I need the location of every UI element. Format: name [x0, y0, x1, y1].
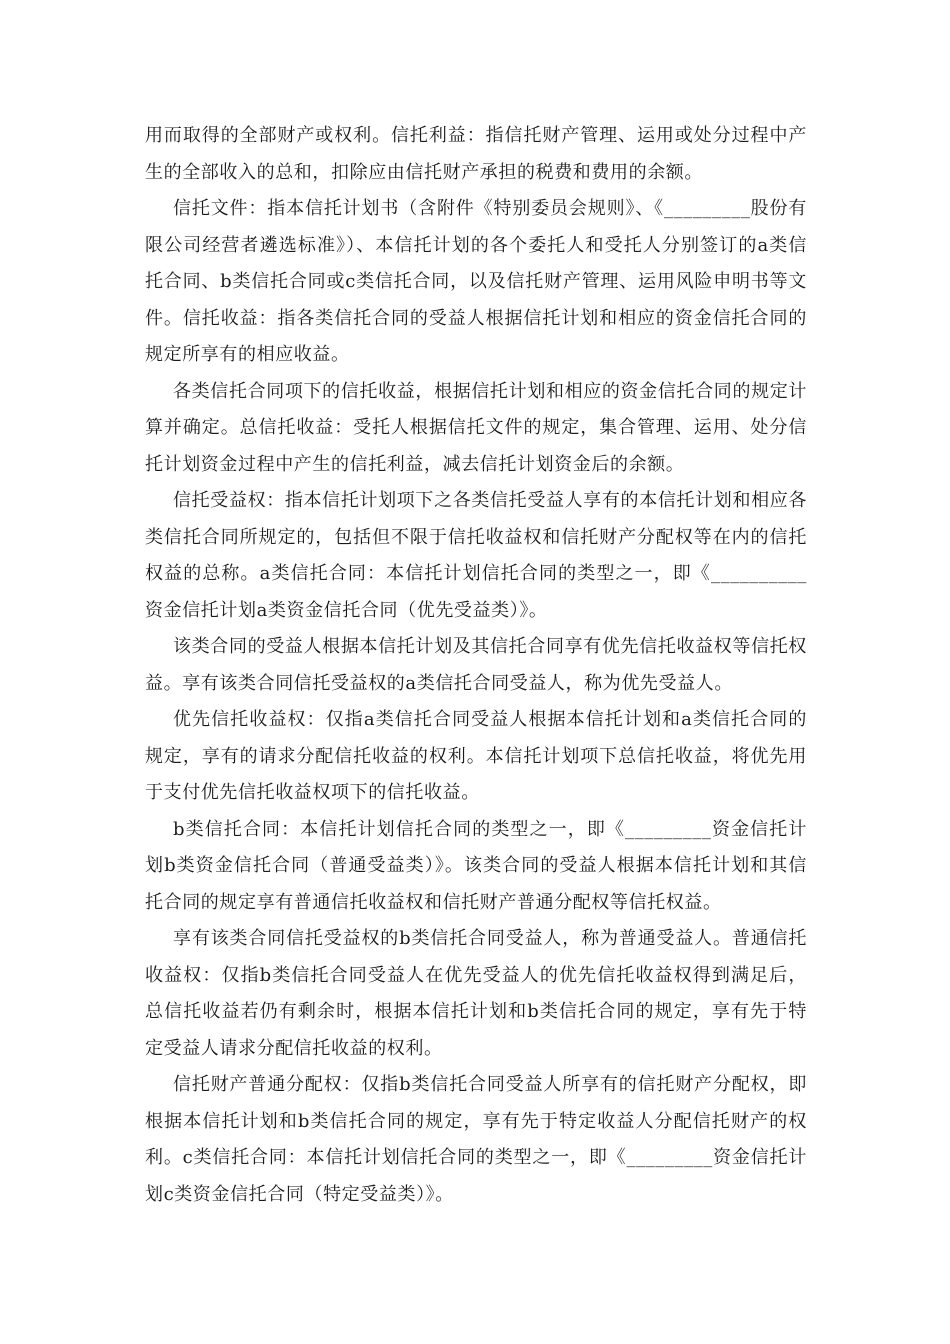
paragraph-distribution-right: 信托财产普通分配权：仅指b类信托合同受益人所享有的信托财产分配权，即根据本信托计划和b类信托合同的规定，享有先于特定收益人分配信托财产的权利。c类信托合同：本信托计划信托合同的类型之一，即《_________资金信托计划c类资金信托合同（特定受益类）》。 — [145, 1074, 807, 1205]
paragraph-ordinary-beneficiary: 享有该类合同信托受益权的b类信托合同受益人，称为普通受益人。普通信托收益权：仅指b类信托合同受益人在优先受益人的优先信托收益权得到满足后，总信托收益若仍有剩余时，根据本信托计划和b类信托合同的规定，享有先于特定受益人请求分配信托收益的权利。 — [145, 928, 807, 1059]
paragraph-beneficial-rights: 信托受益权：指本信托计划项下之各类信托受益人享有的本信托计划和相应各类信托合同所规定的，包括但不限于信托收益权和信托财产分配权等在内的信托权益的总称。a类信托合同：本信托计划信托合同的类型之一，即《__________资金信托计划a类资金信托合同（优先受益类）》。 — [145, 490, 807, 621]
paragraph-b-class-contract: b类信托合同：本信托计划信托合同的类型之一，即《_________资金信托计划b类资金信托合同（普通受益类）》。该类合同的受益人根据本信托计划和其信托合同的规定享有普通信托收益权和信托财产普通分配权等信托权益。 — [145, 818, 807, 913]
paragraph-trust-documents: 信托文件：指本信托计划书（含附件《特别委员会规则》、《_________股份有限公司经营者遴选标准》）、本信托计划的各个委托人和受托人分别签订的a类信托合同、b类信托合同或c类信托合同，以及信托财产管理、运用风险申明书等文件。信托收益：指各类信托合同的受益人根据信托计划和相应的资金信托合同的规定所享有的相应收益。 — [145, 198, 807, 365]
document-body — [145, 118, 807, 1213]
paragraph-priority-income-right: 优先信托收益权：仅指a类信托合同受益人根据本信托计划和a类信托合同的规定，享有的请求分配信托收益的权利。本信托计划项下总信托收益，将优先用于支付优先信托收益权项下的信托收益。 — [145, 709, 807, 803]
paragraph-continuation: 用而取得的全部财产或权利。信托利益：指信托财产管理、运用或处分过程中产生的全部收入的总和，扣除应由信托财产承担的税费和费用的余额。 — [145, 125, 807, 183]
paragraph-priority-beneficiary: 该类合同的受益人根据本信托计划及其信托合同享有优先信托收益权等信托权益。享有该类合同信托受益权的a类信托合同受益人，称为优先受益人。 — [145, 636, 807, 694]
paragraph-trust-income: 各类信托合同项下的信托收益，根据信托计划和相应的资金信托合同的规定计算并确定。总信托收益：受托人根据信托文件的规定，集合管理、运用、处分信托计划资金过程中产生的信托利益，减去信托计划资金后的余额。 — [145, 380, 807, 475]
